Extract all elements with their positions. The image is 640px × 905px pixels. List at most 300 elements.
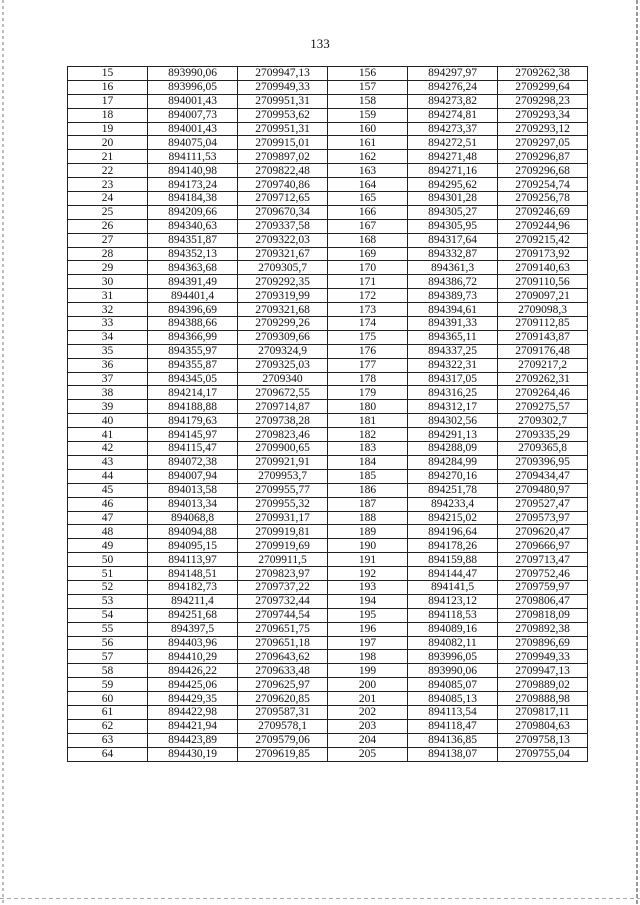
point-number-right: 205 bbox=[328, 747, 408, 761]
x-coordinate-left: 894145,97 bbox=[148, 428, 238, 442]
y-coordinate-right: 2709713,47 bbox=[498, 553, 588, 567]
x-coordinate-right: 894089,16 bbox=[408, 622, 498, 636]
x-coordinate-left: 894072,38 bbox=[148, 455, 238, 469]
point-number-right: 176 bbox=[328, 344, 408, 358]
x-coordinate-right: 894332,87 bbox=[408, 247, 498, 261]
point-number-left: 31 bbox=[68, 289, 148, 303]
point-number-right: 199 bbox=[328, 664, 408, 678]
point-number-right: 174 bbox=[328, 317, 408, 331]
x-coordinate-right: 894271,48 bbox=[408, 150, 498, 164]
y-coordinate-right: 2709620,47 bbox=[498, 525, 588, 539]
x-coordinate-right: 894215,02 bbox=[408, 511, 498, 525]
x-coordinate-left: 894391,49 bbox=[148, 275, 238, 289]
x-coordinate-left: 894401,4 bbox=[148, 289, 238, 303]
table-row bbox=[68, 511, 588, 525]
y-coordinate-right: 2709759,97 bbox=[498, 580, 588, 594]
x-coordinate-right: 894361,3 bbox=[408, 261, 498, 275]
x-coordinate-right: 894284,99 bbox=[408, 455, 498, 469]
page-bottom-edge bbox=[0, 898, 640, 899]
y-coordinate-left: 2709953,62 bbox=[238, 108, 328, 122]
x-coordinate-right: 893990,06 bbox=[408, 664, 498, 678]
x-coordinate-right: 894233,4 bbox=[408, 497, 498, 511]
x-coordinate-left: 894001,43 bbox=[148, 94, 238, 108]
y-coordinate-right: 2709302,7 bbox=[498, 414, 588, 428]
table-row bbox=[68, 205, 588, 219]
x-coordinate-right: 894316,25 bbox=[408, 386, 498, 400]
table-row bbox=[68, 428, 588, 442]
point-number-right: 156 bbox=[328, 67, 408, 81]
table-row bbox=[68, 553, 588, 567]
y-coordinate-right: 2709396,95 bbox=[498, 455, 588, 469]
y-coordinate-right: 2709254,74 bbox=[498, 178, 588, 192]
table-row bbox=[68, 483, 588, 497]
x-coordinate-right: 894386,72 bbox=[408, 275, 498, 289]
x-coordinate-right: 894085,07 bbox=[408, 678, 498, 692]
y-coordinate-right: 2709888,98 bbox=[498, 692, 588, 706]
y-coordinate-left: 2709915,01 bbox=[238, 136, 328, 150]
table-row bbox=[68, 719, 588, 733]
table-row bbox=[68, 136, 588, 150]
table-row bbox=[68, 622, 588, 636]
point-number-right: 177 bbox=[328, 358, 408, 372]
point-number-left: 43 bbox=[68, 455, 148, 469]
x-coordinate-left: 894173,24 bbox=[148, 178, 238, 192]
point-number-right: 198 bbox=[328, 650, 408, 664]
x-coordinate-right: 894141,5 bbox=[408, 580, 498, 594]
y-coordinate-left: 2709620,85 bbox=[238, 692, 328, 706]
y-coordinate-right: 2709666,97 bbox=[498, 539, 588, 553]
point-number-right: 180 bbox=[328, 400, 408, 414]
y-coordinate-left: 2709744,54 bbox=[238, 608, 328, 622]
y-coordinate-right: 2709297,05 bbox=[498, 136, 588, 150]
y-coordinate-left: 2709643,62 bbox=[238, 650, 328, 664]
y-coordinate-left: 2709325,03 bbox=[238, 358, 328, 372]
coordinates-table bbox=[67, 66, 588, 762]
x-coordinate-left: 894188,88 bbox=[148, 400, 238, 414]
table-row bbox=[68, 233, 588, 247]
point-number-right: 191 bbox=[328, 553, 408, 567]
x-coordinate-right: 894123,12 bbox=[408, 594, 498, 608]
table-row bbox=[68, 303, 588, 317]
point-number-left: 54 bbox=[68, 608, 148, 622]
point-number-right: 172 bbox=[328, 289, 408, 303]
table-row bbox=[68, 330, 588, 344]
y-coordinate-right: 2709176,48 bbox=[498, 344, 588, 358]
point-number-right: 195 bbox=[328, 608, 408, 622]
point-number-left: 49 bbox=[68, 539, 148, 553]
x-coordinate-left: 894410,29 bbox=[148, 650, 238, 664]
x-coordinate-right: 894085,13 bbox=[408, 692, 498, 706]
x-coordinate-right: 894082,11 bbox=[408, 636, 498, 650]
point-number-right: 197 bbox=[328, 636, 408, 650]
x-coordinate-right: 894317,64 bbox=[408, 233, 498, 247]
y-coordinate-left: 2709712,65 bbox=[238, 192, 328, 206]
table-row bbox=[68, 705, 588, 719]
y-coordinate-right: 2709889,02 bbox=[498, 678, 588, 692]
x-coordinate-right: 894391,33 bbox=[408, 317, 498, 331]
point-number-left: 37 bbox=[68, 372, 148, 386]
point-number-left: 58 bbox=[68, 664, 148, 678]
table-row bbox=[68, 372, 588, 386]
point-number-left: 21 bbox=[68, 150, 148, 164]
table-row bbox=[68, 678, 588, 692]
point-number-left: 28 bbox=[68, 247, 148, 261]
x-coordinate-right: 894270,16 bbox=[408, 469, 498, 483]
x-coordinate-left: 894340,63 bbox=[148, 219, 238, 233]
table-row bbox=[68, 497, 588, 511]
point-number-left: 47 bbox=[68, 511, 148, 525]
y-coordinate-left: 2709292,35 bbox=[238, 275, 328, 289]
x-coordinate-right: 894305,95 bbox=[408, 219, 498, 233]
point-number-left: 45 bbox=[68, 483, 148, 497]
x-coordinate-right: 894138,07 bbox=[408, 747, 498, 761]
y-coordinate-left: 2709897,02 bbox=[238, 150, 328, 164]
point-number-right: 162 bbox=[328, 150, 408, 164]
point-number-right: 196 bbox=[328, 622, 408, 636]
x-coordinate-left: 894388,66 bbox=[148, 317, 238, 331]
point-number-right: 181 bbox=[328, 414, 408, 428]
table-row bbox=[68, 247, 588, 261]
coordinates-table-body bbox=[68, 67, 588, 762]
x-coordinate-right: 894274,81 bbox=[408, 108, 498, 122]
point-number-right: 166 bbox=[328, 205, 408, 219]
y-coordinate-right: 2709817,11 bbox=[498, 705, 588, 719]
point-number-right: 169 bbox=[328, 247, 408, 261]
x-coordinate-left: 894095,15 bbox=[148, 539, 238, 553]
page-right-edge bbox=[636, 0, 638, 905]
point-number-left: 60 bbox=[68, 692, 148, 706]
y-coordinate-right: 2709335,29 bbox=[498, 428, 588, 442]
x-coordinate-right: 894118,47 bbox=[408, 719, 498, 733]
y-coordinate-right: 2709275,57 bbox=[498, 400, 588, 414]
table-row bbox=[68, 400, 588, 414]
y-coordinate-left: 2709579,06 bbox=[238, 733, 328, 747]
x-coordinate-right: 894291,13 bbox=[408, 428, 498, 442]
table-row bbox=[68, 289, 588, 303]
x-coordinate-left: 894423,89 bbox=[148, 733, 238, 747]
point-number-right: 202 bbox=[328, 705, 408, 719]
table-row bbox=[68, 178, 588, 192]
y-coordinate-right: 2709299,64 bbox=[498, 80, 588, 94]
table-row bbox=[68, 108, 588, 122]
y-coordinate-left: 2709337,58 bbox=[238, 219, 328, 233]
y-coordinate-left: 2709340 bbox=[238, 372, 328, 386]
point-number-left: 16 bbox=[68, 80, 148, 94]
point-number-right: 200 bbox=[328, 678, 408, 692]
y-coordinate-right: 2709818,09 bbox=[498, 608, 588, 622]
point-number-right: 159 bbox=[328, 108, 408, 122]
y-coordinate-left: 2709953,7 bbox=[238, 469, 328, 483]
point-number-right: 158 bbox=[328, 94, 408, 108]
point-number-left: 15 bbox=[68, 67, 148, 81]
y-coordinate-right: 2709293,34 bbox=[498, 108, 588, 122]
y-coordinate-left: 2709322,03 bbox=[238, 233, 328, 247]
point-number-left: 23 bbox=[68, 178, 148, 192]
point-number-right: 165 bbox=[328, 192, 408, 206]
x-coordinate-right: 894301,28 bbox=[408, 192, 498, 206]
point-number-right: 171 bbox=[328, 275, 408, 289]
point-number-left: 26 bbox=[68, 219, 148, 233]
point-number-left: 56 bbox=[68, 636, 148, 650]
x-coordinate-left: 894352,13 bbox=[148, 247, 238, 261]
x-coordinate-left: 894430,19 bbox=[148, 747, 238, 761]
point-number-left: 52 bbox=[68, 580, 148, 594]
y-coordinate-right: 2709804,63 bbox=[498, 719, 588, 733]
point-number-right: 201 bbox=[328, 692, 408, 706]
x-coordinate-left: 893990,06 bbox=[148, 67, 238, 81]
y-coordinate-right: 2709755,04 bbox=[498, 747, 588, 761]
y-coordinate-left: 2709951,31 bbox=[238, 94, 328, 108]
table-row bbox=[68, 469, 588, 483]
x-coordinate-left: 894094,88 bbox=[148, 525, 238, 539]
x-coordinate-right: 894273,82 bbox=[408, 94, 498, 108]
y-coordinate-right: 2709752,46 bbox=[498, 567, 588, 581]
table-row bbox=[68, 567, 588, 581]
x-coordinate-left: 894148,51 bbox=[148, 567, 238, 581]
y-coordinate-left: 2709309,66 bbox=[238, 330, 328, 344]
y-coordinate-right: 2709215,42 bbox=[498, 233, 588, 247]
point-number-right: 157 bbox=[328, 80, 408, 94]
y-coordinate-left: 2709732,44 bbox=[238, 594, 328, 608]
table-row bbox=[68, 594, 588, 608]
point-number-left: 19 bbox=[68, 122, 148, 136]
point-number-left: 42 bbox=[68, 442, 148, 456]
table-row bbox=[68, 219, 588, 233]
x-coordinate-left: 894068,8 bbox=[148, 511, 238, 525]
table-row bbox=[68, 192, 588, 206]
y-coordinate-left: 2709900,65 bbox=[238, 442, 328, 456]
x-coordinate-left: 894422,98 bbox=[148, 705, 238, 719]
table-row bbox=[68, 442, 588, 456]
x-coordinate-left: 894013,34 bbox=[148, 497, 238, 511]
y-coordinate-right: 2709480,97 bbox=[498, 483, 588, 497]
x-coordinate-left: 894214,17 bbox=[148, 386, 238, 400]
table-row bbox=[68, 580, 588, 594]
x-coordinate-right: 894389,73 bbox=[408, 289, 498, 303]
table-row bbox=[68, 358, 588, 372]
x-coordinate-right: 894295,62 bbox=[408, 178, 498, 192]
y-coordinate-right: 2709298,23 bbox=[498, 94, 588, 108]
point-number-right: 175 bbox=[328, 330, 408, 344]
x-coordinate-right: 894365,11 bbox=[408, 330, 498, 344]
y-coordinate-left: 2709651,18 bbox=[238, 636, 328, 650]
point-number-left: 59 bbox=[68, 678, 148, 692]
table-row bbox=[68, 94, 588, 108]
table-row bbox=[68, 414, 588, 428]
y-coordinate-left: 2709911,5 bbox=[238, 553, 328, 567]
x-coordinate-left: 894397,5 bbox=[148, 622, 238, 636]
point-number-right: 194 bbox=[328, 594, 408, 608]
x-coordinate-left: 894209,66 bbox=[148, 205, 238, 219]
point-number-right: 160 bbox=[328, 122, 408, 136]
x-coordinate-right: 894273,37 bbox=[408, 122, 498, 136]
point-number-right: 183 bbox=[328, 442, 408, 456]
point-number-right: 193 bbox=[328, 580, 408, 594]
x-coordinate-left: 894351,87 bbox=[148, 233, 238, 247]
y-coordinate-left: 2709587,31 bbox=[238, 705, 328, 719]
point-number-right: 173 bbox=[328, 303, 408, 317]
table-row bbox=[68, 608, 588, 622]
point-number-left: 63 bbox=[68, 733, 148, 747]
point-number-left: 24 bbox=[68, 192, 148, 206]
x-coordinate-right: 894322,31 bbox=[408, 358, 498, 372]
table-row bbox=[68, 386, 588, 400]
page-number: 133 bbox=[310, 36, 330, 51]
x-coordinate-right: 894251,78 bbox=[408, 483, 498, 497]
x-coordinate-right: 894305,27 bbox=[408, 205, 498, 219]
point-number-right: 170 bbox=[328, 261, 408, 275]
x-coordinate-right: 894272,51 bbox=[408, 136, 498, 150]
y-coordinate-right: 2709244,96 bbox=[498, 219, 588, 233]
x-coordinate-right: 894312,17 bbox=[408, 400, 498, 414]
point-number-right: 167 bbox=[328, 219, 408, 233]
y-coordinate-right: 2709365,8 bbox=[498, 442, 588, 456]
y-coordinate-left: 2709299,26 bbox=[238, 317, 328, 331]
x-coordinate-left: 894363,68 bbox=[148, 261, 238, 275]
point-number-right: 187 bbox=[328, 497, 408, 511]
x-coordinate-left: 894007,94 bbox=[148, 469, 238, 483]
x-coordinate-left: 894426,22 bbox=[148, 664, 238, 678]
y-coordinate-left: 2709305,7 bbox=[238, 261, 328, 275]
x-coordinate-left: 894396,69 bbox=[148, 303, 238, 317]
y-coordinate-left: 2709823,46 bbox=[238, 428, 328, 442]
x-coordinate-left: 894007,73 bbox=[148, 108, 238, 122]
point-number-left: 46 bbox=[68, 497, 148, 511]
y-coordinate-left: 2709619,85 bbox=[238, 747, 328, 761]
x-coordinate-left: 894345,05 bbox=[148, 372, 238, 386]
table-row bbox=[68, 122, 588, 136]
point-number-left: 57 bbox=[68, 650, 148, 664]
point-number-right: 189 bbox=[328, 525, 408, 539]
x-coordinate-right: 894288,09 bbox=[408, 442, 498, 456]
point-number-left: 36 bbox=[68, 358, 148, 372]
table-row bbox=[68, 539, 588, 553]
point-number-left: 64 bbox=[68, 747, 148, 761]
point-number-left: 17 bbox=[68, 94, 148, 108]
y-coordinate-left: 2709931,17 bbox=[238, 511, 328, 525]
y-coordinate-left: 2709951,31 bbox=[238, 122, 328, 136]
x-coordinate-left: 894075,04 bbox=[148, 136, 238, 150]
point-number-left: 30 bbox=[68, 275, 148, 289]
table-row bbox=[68, 692, 588, 706]
table-row bbox=[68, 80, 588, 94]
point-number-right: 203 bbox=[328, 719, 408, 733]
table-row bbox=[68, 275, 588, 289]
y-coordinate-left: 2709714,87 bbox=[238, 400, 328, 414]
x-coordinate-right: 894317,05 bbox=[408, 372, 498, 386]
x-coordinate-left: 894113,97 bbox=[148, 553, 238, 567]
y-coordinate-left: 2709651,75 bbox=[238, 622, 328, 636]
point-number-left: 50 bbox=[68, 553, 148, 567]
y-coordinate-left: 2709324,9 bbox=[238, 344, 328, 358]
y-coordinate-right: 2709892,38 bbox=[498, 622, 588, 636]
y-coordinate-left: 2709955,77 bbox=[238, 483, 328, 497]
point-number-left: 55 bbox=[68, 622, 148, 636]
point-number-left: 20 bbox=[68, 136, 148, 150]
table-row bbox=[68, 317, 588, 331]
point-number-right: 186 bbox=[328, 483, 408, 497]
point-number-left: 34 bbox=[68, 330, 148, 344]
y-coordinate-right: 2709110,56 bbox=[498, 275, 588, 289]
point-number-left: 29 bbox=[68, 261, 148, 275]
point-number-right: 164 bbox=[328, 178, 408, 192]
point-number-right: 188 bbox=[328, 511, 408, 525]
y-coordinate-right: 2709527,47 bbox=[498, 497, 588, 511]
x-coordinate-right: 894118,53 bbox=[408, 608, 498, 622]
table-row bbox=[68, 67, 588, 81]
point-number-right: 179 bbox=[328, 386, 408, 400]
y-coordinate-right: 2709256,78 bbox=[498, 192, 588, 206]
y-coordinate-left: 2709321,68 bbox=[238, 303, 328, 317]
y-coordinate-right: 2709098,3 bbox=[498, 303, 588, 317]
y-coordinate-left: 2709321,67 bbox=[238, 247, 328, 261]
y-coordinate-left: 2709578,1 bbox=[238, 719, 328, 733]
x-coordinate-left: 894366,99 bbox=[148, 330, 238, 344]
point-number-right: 182 bbox=[328, 428, 408, 442]
x-coordinate-right: 894159,88 bbox=[408, 553, 498, 567]
y-coordinate-right: 2709293,12 bbox=[498, 122, 588, 136]
y-coordinate-left: 2709947,13 bbox=[238, 67, 328, 81]
point-number-left: 18 bbox=[68, 108, 148, 122]
y-coordinate-right: 2709949,33 bbox=[498, 650, 588, 664]
point-number-right: 161 bbox=[328, 136, 408, 150]
x-coordinate-right: 894113,54 bbox=[408, 705, 498, 719]
y-coordinate-right: 2709262,38 bbox=[498, 67, 588, 81]
point-number-right: 192 bbox=[328, 567, 408, 581]
table-row bbox=[68, 344, 588, 358]
x-coordinate-left: 894355,87 bbox=[148, 358, 238, 372]
point-number-left: 44 bbox=[68, 469, 148, 483]
x-coordinate-left: 894140,98 bbox=[148, 164, 238, 178]
y-coordinate-right: 2709143,87 bbox=[498, 330, 588, 344]
point-number-left: 25 bbox=[68, 205, 148, 219]
x-coordinate-right: 894276,24 bbox=[408, 80, 498, 94]
y-coordinate-right: 2709264,46 bbox=[498, 386, 588, 400]
point-number-right: 178 bbox=[328, 372, 408, 386]
point-number-left: 61 bbox=[68, 705, 148, 719]
point-number-right: 163 bbox=[328, 164, 408, 178]
y-coordinate-left: 2709823,97 bbox=[238, 567, 328, 581]
table-row bbox=[68, 664, 588, 678]
table-row bbox=[68, 150, 588, 164]
y-coordinate-right: 2709296,87 bbox=[498, 150, 588, 164]
point-number-left: 27 bbox=[68, 233, 148, 247]
x-coordinate-right: 893996,05 bbox=[408, 650, 498, 664]
x-coordinate-right: 894178,26 bbox=[408, 539, 498, 553]
y-coordinate-right: 2709112,85 bbox=[498, 317, 588, 331]
y-coordinate-left: 2709740,86 bbox=[238, 178, 328, 192]
x-coordinate-left: 894355,97 bbox=[148, 344, 238, 358]
y-coordinate-left: 2709921,91 bbox=[238, 455, 328, 469]
point-number-left: 32 bbox=[68, 303, 148, 317]
point-number-right: 168 bbox=[328, 233, 408, 247]
point-number-right: 190 bbox=[328, 539, 408, 553]
x-coordinate-left: 893996,05 bbox=[148, 80, 238, 94]
y-coordinate-right: 2709806,47 bbox=[498, 594, 588, 608]
y-coordinate-left: 2709919,69 bbox=[238, 539, 328, 553]
y-coordinate-left: 2709822,48 bbox=[238, 164, 328, 178]
x-coordinate-left: 894184,38 bbox=[148, 192, 238, 206]
point-number-left: 51 bbox=[68, 567, 148, 581]
point-number-left: 48 bbox=[68, 525, 148, 539]
y-coordinate-right: 2709896,69 bbox=[498, 636, 588, 650]
point-number-right: 184 bbox=[328, 455, 408, 469]
table-row bbox=[68, 525, 588, 539]
x-coordinate-left: 894115,47 bbox=[148, 442, 238, 456]
x-coordinate-left: 894001,43 bbox=[148, 122, 238, 136]
table-row bbox=[68, 650, 588, 664]
point-number-left: 53 bbox=[68, 594, 148, 608]
